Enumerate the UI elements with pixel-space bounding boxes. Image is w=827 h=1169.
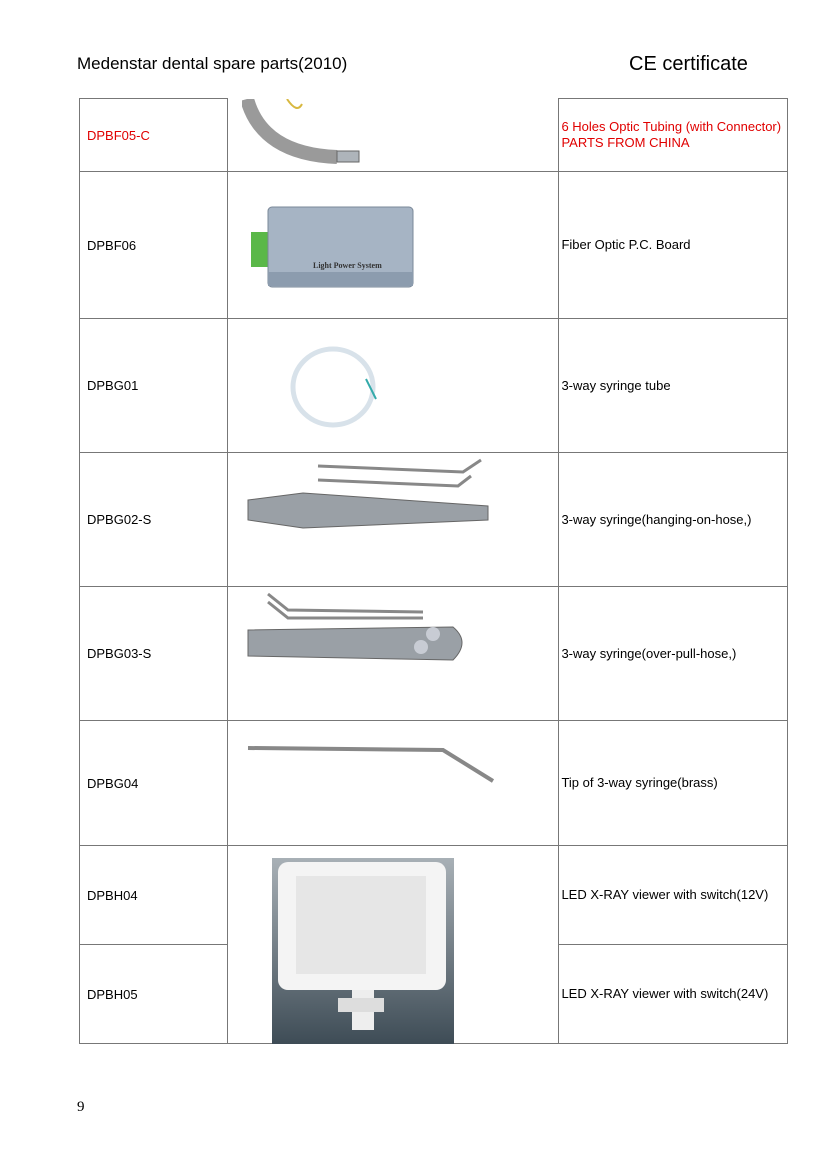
syringe-tube-image <box>278 339 388 439</box>
part-image <box>228 587 559 721</box>
table-row <box>80 319 788 453</box>
table-row <box>80 846 788 945</box>
part-image <box>228 99 559 172</box>
table-row <box>80 453 788 587</box>
parts-table <box>79 98 788 1044</box>
table-row <box>80 587 788 721</box>
part-description: 3-way syringe(over-pull-hose,) <box>559 587 788 721</box>
part-code: DPBF05-C <box>80 99 228 172</box>
part-description: LED X-RAY viewer with switch(24V) <box>559 945 788 1044</box>
part-code: DPBG01 <box>80 319 228 453</box>
part-description: Tip of 3-way syringe(brass) <box>559 721 788 846</box>
optic-tubing-image <box>242 99 392 169</box>
part-image <box>228 721 559 846</box>
syringe-tip-image <box>243 736 503 786</box>
part-description: 6 Holes Optic Tubing (with Connector) PARTS FROM CHINA <box>559 99 788 172</box>
part-description: LED X-RAY viewer with switch(12V) <box>559 846 788 945</box>
part-code: DPBF06 <box>80 172 228 319</box>
part-image <box>228 453 559 587</box>
part-code: DPBH05 <box>80 945 228 1044</box>
part-code: DPBH04 <box>80 846 228 945</box>
part-description: 3-way syringe(hanging-on-hose,) <box>559 453 788 587</box>
part-description: Fiber Optic P.C. Board <box>559 172 788 319</box>
table-row <box>80 721 788 846</box>
table-row <box>80 99 788 172</box>
part-code: DPBG04 <box>80 721 228 846</box>
page-number: 9 <box>77 1099 85 1115</box>
certificate-label: CE certificate <box>629 53 748 75</box>
syringe-overpull-image <box>243 592 483 672</box>
part-image <box>228 846 559 1044</box>
svg-text:Light Power System: Light Power System <box>313 261 383 270</box>
document-title: Medenstar dental spare parts(2010) <box>77 54 348 73</box>
part-code: DPBG03-S <box>80 587 228 721</box>
xray-viewer-image <box>272 858 454 1044</box>
table-row <box>80 172 788 319</box>
syringe-hanging-image <box>243 458 493 538</box>
part-image <box>228 319 559 453</box>
pc-board-image <box>243 202 418 297</box>
part-code: DPBG02-S <box>80 453 228 587</box>
part-image <box>228 172 559 319</box>
part-description: 3-way syringe tube <box>559 319 788 453</box>
